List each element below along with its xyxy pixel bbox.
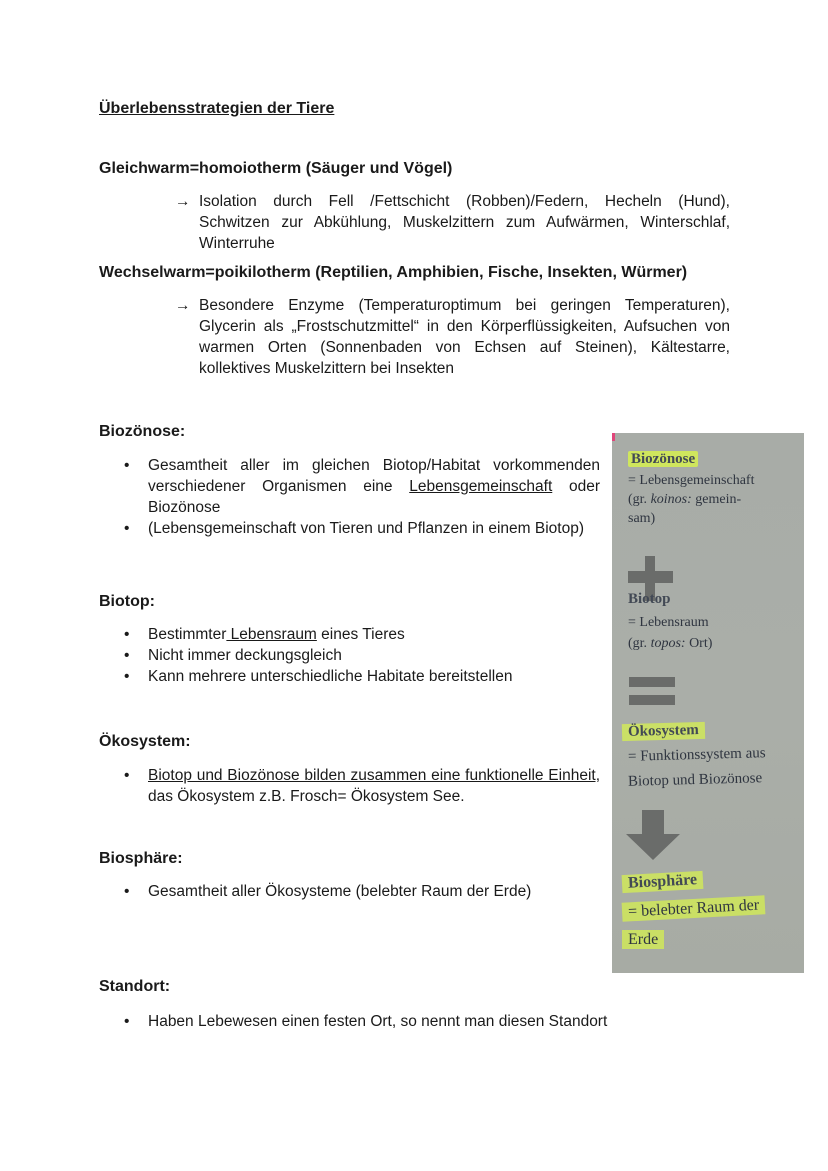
textbook-photo <box>612 433 804 973</box>
biotop-list <box>118 624 600 687</box>
photo-biosphaere-def: = belebter Raum der <box>622 895 766 921</box>
arrow-right-icon: → <box>175 297 191 314</box>
photo-edge-mark <box>612 433 615 441</box>
standort-list <box>118 1011 718 1032</box>
page-title: Überlebensstrategien der Tiere <box>99 100 335 117</box>
photo-biozoenose-title: Biozönose <box>628 451 698 468</box>
list-item: • (Lebensgemeinschaft von Tieren und Pflanzen in einem Biotop) <box>118 518 600 539</box>
list-item: • Kann mehrere unterschiedliche Habitate bereitstellen <box>118 666 600 687</box>
photo-biozoenose-origin: (gr. koinos: gemein- <box>628 492 742 507</box>
photo-biozoenose-origin-end: sam) <box>628 511 656 526</box>
list-item: • Bestimmter Lebensraum eines Tieres <box>118 624 600 645</box>
photo-biotop-def: = Lebensraum <box>628 615 709 630</box>
photo-biotop-title: Biotop <box>628 591 671 607</box>
biosphaere-list <box>118 881 600 902</box>
lebensgemeinschaft-term: Lebensgemeinschaft <box>409 478 553 495</box>
list-item: • Biotop und Biozönose bilden zusammen eine funktionelle Einheit, das Ökosystem z.B. Frosch= Ökosystem See. <box>118 765 600 807</box>
photo-biotop-origin: (gr. topos: Ort) <box>628 636 713 651</box>
equals-icon <box>629 695 675 705</box>
wechselwarm-text: Besondere Enzyme (Temperaturoptimum bei geringen Temperaturen), Glycerin als „Frostschutzmittel“ in den Körperflüssigkeiten, Aufsuchen von warmen Orten (Sonnenbaden von Echsen auf Steinen), Kältestarre, kollektives Muskelzittern bei Insekten <box>199 297 730 377</box>
photo-oekosystem-title: Ökosystem <box>622 722 705 741</box>
gleichwarm-text: Isolation durch Fell /Fettschicht (Robben)/Federn, Hecheln (Hund), Schwitzen zur Abkühlung, Muskelzittern zum Aufwärmen, Winterschlaf, Winterruhe <box>199 193 730 252</box>
down-arrow-icon <box>626 834 680 860</box>
biotop-heading: Biotop: <box>99 593 155 610</box>
standort-heading: Standort: <box>99 978 171 995</box>
equals-icon <box>629 677 675 687</box>
biozoenose-list <box>118 455 600 539</box>
wechselwarm-block <box>175 295 730 379</box>
wechselwarm-heading: Wechselwarm=poikilotherm (Reptilien, Amphibien, Fische, Insekten, Würmer) <box>99 264 688 281</box>
plus-icon <box>628 571 673 583</box>
list-item: • Gesamtheit aller im gleichen Biotop/Habitat vorkommenden verschiedener Organismen eine Lebensgemeinschaft oder Biozönose <box>118 455 600 518</box>
oekosystem-definition: Biotop und Biozönose bilden zusammen eine funktionelle Einheit, <box>148 767 600 784</box>
list-item: • Haben Lebewesen einen festen Ort, so nennt man diesen Standort <box>118 1011 718 1032</box>
photo-biosphaere-def-end: Erde <box>622 930 664 949</box>
oekosystem-list <box>118 765 600 807</box>
photo-oekosystem-def-end: Biotop und Biozönose <box>627 770 763 790</box>
oekosystem-heading: Ökosystem: <box>99 733 191 750</box>
gleichwarm-block <box>175 191 730 254</box>
list-item: • Nicht immer deckungsgleich <box>118 645 600 666</box>
photo-biozoenose-def: = Lebensgemeinschaft <box>628 473 755 488</box>
lebensraum-term: Lebensraum <box>226 626 317 643</box>
biozoenose-heading: Biozönose: <box>99 423 186 440</box>
list-item: • Gesamtheit aller Ökosysteme (belebter Raum der Erde) <box>118 881 600 902</box>
down-arrow-icon <box>642 810 664 836</box>
gleichwarm-heading: Gleichwarm=homoiotherm (Säuger und Vögel) <box>99 160 453 177</box>
arrow-right-icon: → <box>175 193 191 210</box>
biosphaere-heading: Biosphäre: <box>99 850 183 867</box>
photo-biosphaere-title: Biosphäre <box>622 871 704 893</box>
photo-oekosystem-def: = Funktionssystem aus <box>627 745 766 765</box>
